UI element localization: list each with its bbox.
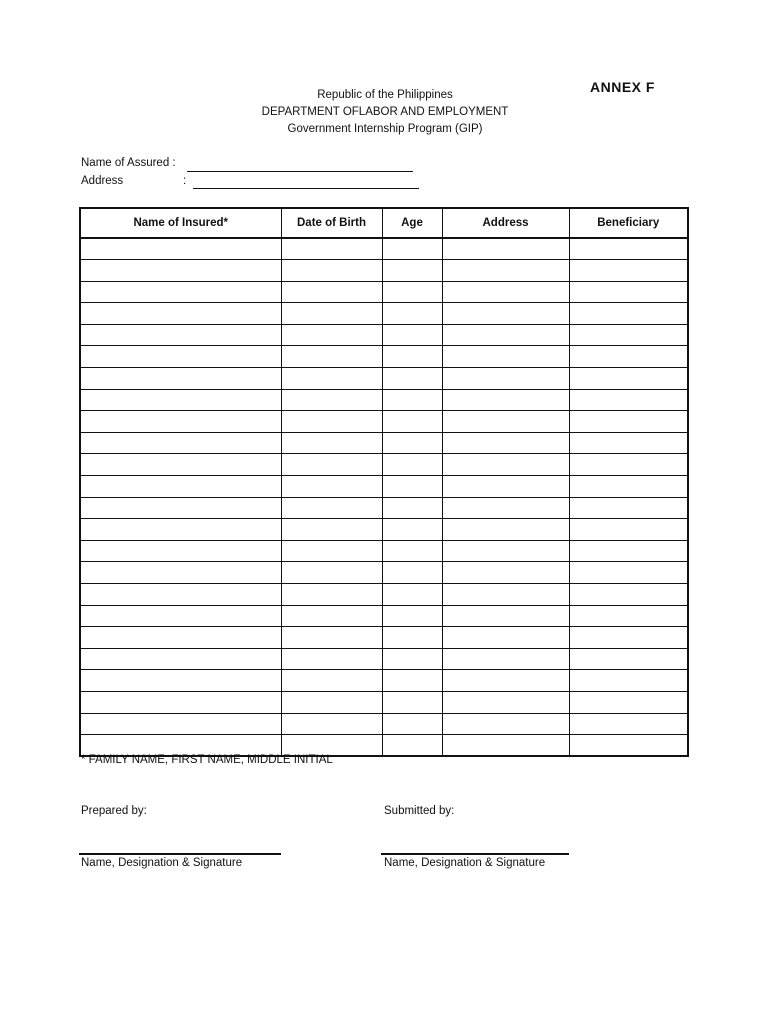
- table-row: [80, 368, 688, 390]
- table-cell[interactable]: [80, 476, 281, 498]
- table-cell[interactable]: [569, 627, 688, 649]
- table-cell[interactable]: [80, 346, 281, 368]
- table-cell[interactable]: [281, 260, 382, 282]
- table-cell[interactable]: [569, 713, 688, 735]
- table-cell[interactable]: [80, 389, 281, 411]
- table-cell[interactable]: [569, 281, 688, 303]
- table-cell[interactable]: [80, 368, 281, 390]
- table-cell[interactable]: [281, 389, 382, 411]
- table-cell[interactable]: [569, 411, 688, 433]
- table-cell[interactable]: [281, 281, 382, 303]
- table-row: [80, 519, 688, 541]
- table-cell[interactable]: [442, 562, 569, 584]
- table-cell[interactable]: [569, 735, 688, 757]
- table-cell[interactable]: [442, 540, 569, 562]
- table-cell[interactable]: [569, 519, 688, 541]
- prepared-by-label: Prepared by:: [81, 805, 147, 817]
- table-cell[interactable]: [281, 584, 382, 606]
- table-cell[interactable]: [281, 238, 382, 260]
- table-cell[interactable]: [442, 497, 569, 519]
- table-cell[interactable]: [80, 648, 281, 670]
- table-cell[interactable]: [569, 389, 688, 411]
- table-cell[interactable]: [80, 497, 281, 519]
- table-cell[interactable]: [569, 260, 688, 282]
- table-row: [80, 713, 688, 735]
- submitted-signature-line[interactable]: [381, 853, 569, 855]
- prepared-signature-line[interactable]: [79, 853, 281, 855]
- table-cell[interactable]: [281, 303, 382, 325]
- table-cell[interactable]: [80, 260, 281, 282]
- table-cell[interactable]: [442, 368, 569, 390]
- table-cell[interactable]: [442, 454, 569, 476]
- table-row: [80, 346, 688, 368]
- table-cell[interactable]: [80, 562, 281, 584]
- table-cell[interactable]: [442, 627, 569, 649]
- address-colon: :: [183, 175, 187, 187]
- table-cell[interactable]: [569, 238, 688, 260]
- table-cell[interactable]: [382, 389, 442, 411]
- table-row: [80, 454, 688, 476]
- table-cell[interactable]: [281, 627, 382, 649]
- submitted-caption: Name, Designation & Signature: [384, 857, 546, 869]
- table-cell[interactable]: [382, 562, 442, 584]
- table-cell[interactable]: [569, 368, 688, 390]
- table-cell[interactable]: [569, 562, 688, 584]
- table-cell[interactable]: [281, 691, 382, 713]
- table-row: [80, 605, 688, 627]
- table-row: [80, 497, 688, 519]
- table-cell[interactable]: [569, 605, 688, 627]
- table-cell[interactable]: [281, 411, 382, 433]
- col-name-of-insured: Name of Insured*: [80, 208, 281, 238]
- table-cell[interactable]: [382, 432, 442, 454]
- table-row: [80, 476, 688, 498]
- table-cell[interactable]: [80, 303, 281, 325]
- table-cell[interactable]: [442, 584, 569, 606]
- annex-label: ANNEX F: [590, 79, 655, 95]
- table-cell[interactable]: [569, 303, 688, 325]
- address-label: Address: [81, 175, 124, 187]
- table-cell[interactable]: [281, 735, 382, 757]
- address-field[interactable]: [193, 188, 419, 189]
- table-cell[interactable]: [442, 346, 569, 368]
- table-cell[interactable]: [80, 713, 281, 735]
- table-row: [80, 691, 688, 713]
- table-body: [80, 238, 688, 756]
- table-cell[interactable]: [569, 476, 688, 498]
- table-cell[interactable]: [382, 605, 442, 627]
- table-row: [80, 389, 688, 411]
- footnote: * FAMILY NAME, FIRST NAME, MIDDLE INITIAL: [81, 754, 333, 766]
- table-cell[interactable]: [281, 476, 382, 498]
- table-cell[interactable]: [281, 562, 382, 584]
- table-cell[interactable]: [382, 648, 442, 670]
- table-cell[interactable]: [281, 605, 382, 627]
- table-cell[interactable]: [382, 368, 442, 390]
- table-cell[interactable]: [569, 540, 688, 562]
- table-row: [80, 432, 688, 454]
- table-header-row: [80, 208, 688, 238]
- table-cell[interactable]: [80, 605, 281, 627]
- table-cell[interactable]: [382, 238, 442, 260]
- table-cell[interactable]: [382, 540, 442, 562]
- table-cell[interactable]: [382, 735, 442, 757]
- table-row: [80, 584, 688, 606]
- table-row: [80, 238, 688, 260]
- table-cell[interactable]: [80, 735, 281, 757]
- table-cell[interactable]: [442, 735, 569, 757]
- table-cell[interactable]: [281, 368, 382, 390]
- table-cell[interactable]: [382, 627, 442, 649]
- table-cell[interactable]: [80, 281, 281, 303]
- table-cell[interactable]: [382, 691, 442, 713]
- table-cell[interactable]: [281, 540, 382, 562]
- col-date-of-birth: Date of Birth: [281, 208, 382, 238]
- table-cell[interactable]: [442, 432, 569, 454]
- table-cell[interactable]: [281, 713, 382, 735]
- table-cell[interactable]: [569, 324, 688, 346]
- table-cell[interactable]: [569, 346, 688, 368]
- table-cell[interactable]: [80, 324, 281, 346]
- table-row: [80, 670, 688, 692]
- table-cell[interactable]: [442, 281, 569, 303]
- table-cell[interactable]: [382, 584, 442, 606]
- table-row: [80, 260, 688, 282]
- table-cell[interactable]: [281, 497, 382, 519]
- table-cell[interactable]: [569, 454, 688, 476]
- table-row: [80, 540, 688, 562]
- table-row: [80, 627, 688, 649]
- table-cell[interactable]: [442, 389, 569, 411]
- table-cell[interactable]: [80, 238, 281, 260]
- table-cell[interactable]: [382, 303, 442, 325]
- table-cell[interactable]: [80, 411, 281, 433]
- table-cell[interactable]: [442, 324, 569, 346]
- table-cell[interactable]: [442, 519, 569, 541]
- table-cell[interactable]: [80, 584, 281, 606]
- table-cell[interactable]: [80, 519, 281, 541]
- table-cell[interactable]: [442, 476, 569, 498]
- table-row: [80, 281, 688, 303]
- table-cell[interactable]: [80, 670, 281, 692]
- table-cell[interactable]: [382, 670, 442, 692]
- table-cell[interactable]: [80, 540, 281, 562]
- table-cell[interactable]: [281, 670, 382, 692]
- table-cell[interactable]: [281, 519, 382, 541]
- table-cell[interactable]: [442, 691, 569, 713]
- table-row: [80, 303, 688, 325]
- table-cell[interactable]: [382, 324, 442, 346]
- table-cell[interactable]: [382, 497, 442, 519]
- table-cell[interactable]: [442, 713, 569, 735]
- table-cell[interactable]: [442, 605, 569, 627]
- header-republic: Republic of the Philippines: [317, 89, 453, 101]
- col-address: Address: [442, 208, 569, 238]
- table-cell[interactable]: [382, 346, 442, 368]
- table-cell[interactable]: [442, 411, 569, 433]
- table-cell[interactable]: [382, 519, 442, 541]
- table-cell[interactable]: [569, 691, 688, 713]
- table-cell[interactable]: [569, 497, 688, 519]
- table-row: [80, 648, 688, 670]
- table-cell[interactable]: [281, 454, 382, 476]
- table-cell[interactable]: [442, 670, 569, 692]
- table-cell[interactable]: [281, 648, 382, 670]
- table-cell[interactable]: [442, 260, 569, 282]
- table-cell[interactable]: [382, 411, 442, 433]
- table-cell[interactable]: [80, 691, 281, 713]
- assured-label: Name of Assured :: [81, 157, 176, 169]
- table-cell[interactable]: [569, 584, 688, 606]
- table-cell[interactable]: [442, 303, 569, 325]
- table-row: [80, 735, 688, 757]
- table-cell[interactable]: [382, 476, 442, 498]
- table-cell[interactable]: [281, 346, 382, 368]
- table-cell[interactable]: [569, 670, 688, 692]
- col-beneficiary: Beneficiary: [569, 208, 688, 238]
- table-row: [80, 562, 688, 584]
- header-department: DEPARTMENT OFLABOR AND EMPLOYMENT: [261, 106, 509, 118]
- col-age: Age: [382, 208, 442, 238]
- table-cell[interactable]: [382, 260, 442, 282]
- insured-table: [79, 207, 689, 757]
- prepared-caption: Name, Designation & Signature: [81, 857, 243, 869]
- table-row: [80, 411, 688, 433]
- table-cell[interactable]: [281, 324, 382, 346]
- submitted-by-label: Submitted by:: [384, 805, 455, 817]
- assured-field[interactable]: [187, 171, 413, 172]
- table-cell[interactable]: [80, 454, 281, 476]
- table-cell[interactable]: [80, 432, 281, 454]
- table-cell[interactable]: [281, 432, 382, 454]
- table-cell[interactable]: [569, 432, 688, 454]
- table-cell[interactable]: [382, 713, 442, 735]
- table-cell[interactable]: [382, 281, 442, 303]
- table-row: [80, 324, 688, 346]
- table-cell[interactable]: [382, 454, 442, 476]
- table-cell[interactable]: [442, 648, 569, 670]
- table-cell[interactable]: [80, 627, 281, 649]
- table-cell[interactable]: [569, 648, 688, 670]
- header-program: Government Internship Program (GIP): [287, 123, 483, 135]
- table-cell[interactable]: [442, 238, 569, 260]
